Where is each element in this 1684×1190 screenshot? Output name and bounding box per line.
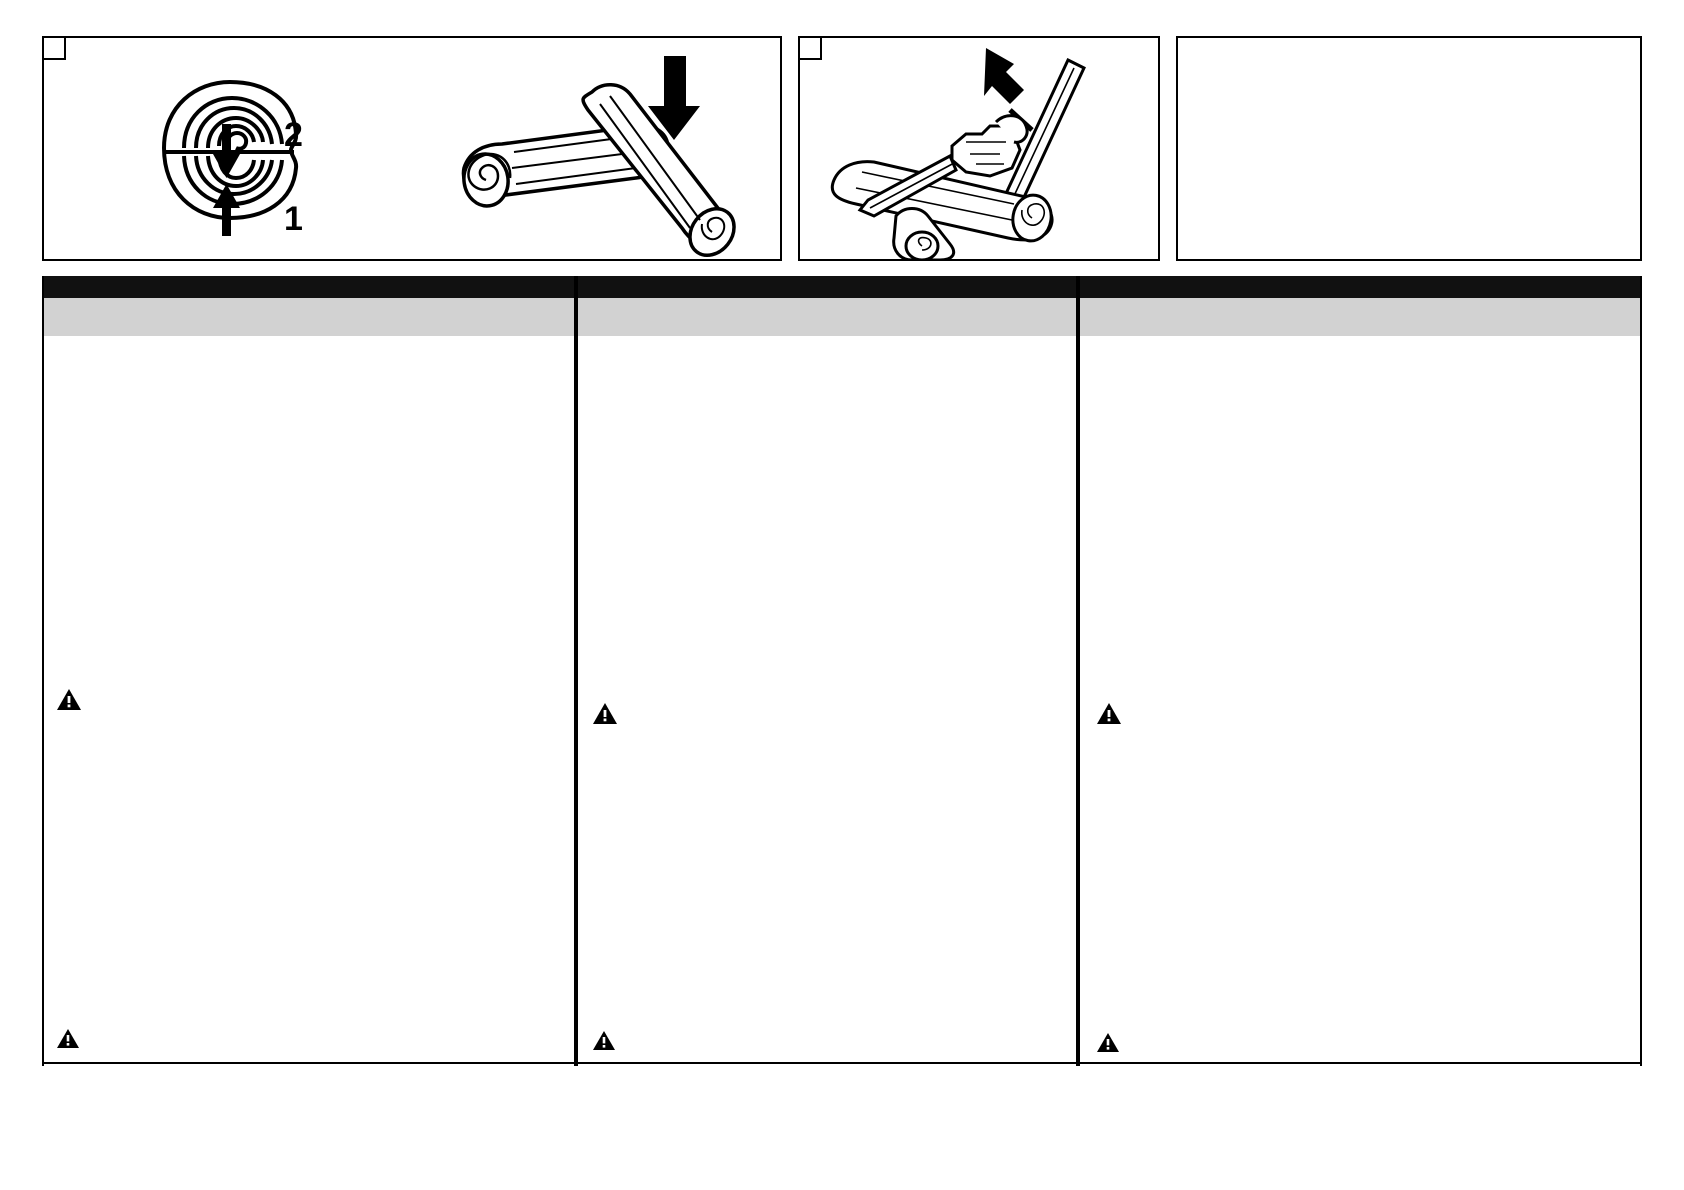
column-2-subtitle: [578, 298, 1076, 307]
figure-label-2: 2: [284, 116, 303, 154]
warning-triangle-icon: [1096, 702, 1122, 726]
warning-triangle-icon: [1096, 1032, 1122, 1056]
column-3-body: [1080, 336, 1640, 1064]
figure-row: [42, 36, 1642, 261]
column-3-subtitle: [1080, 298, 1640, 307]
column-1-title: [44, 276, 574, 280]
column-2-body: [578, 336, 1076, 1064]
figure-panel-b-content: [800, 38, 1158, 259]
figure-panel-c-content: [1178, 38, 1640, 259]
column-3-header-bar: [1080, 276, 1640, 298]
text-columns: [42, 276, 1642, 1066]
warning-triangle-icon: [592, 1030, 618, 1054]
column-1: [42, 276, 576, 1066]
warning-triangle-icon: [56, 1028, 82, 1052]
column-3-title: [1080, 276, 1640, 280]
column-2-header-bar: [578, 276, 1076, 298]
column-1-subheader-bar: [44, 298, 574, 336]
column-3-subheader-bar: [1080, 298, 1640, 336]
log-on-log-bucking-diagram: [424, 48, 764, 258]
column-2: [576, 276, 1078, 1066]
figure-panel-c: [1176, 36, 1642, 261]
chainsaw-limbing-diagram: [800, 38, 1158, 259]
figure-label-1: 1: [284, 200, 303, 238]
column-1-body: [44, 336, 574, 1064]
column-3: [1078, 276, 1642, 1066]
column-2-title: [578, 276, 1076, 280]
figure-panel-b: [798, 36, 1160, 261]
column-1-header-bar: [44, 276, 574, 298]
warning-triangle-icon: [592, 702, 618, 726]
column-1-subtitle: [44, 298, 574, 307]
figure-panel-a-content: [44, 38, 780, 259]
figure-panel-a: [42, 36, 782, 261]
column-2-subheader-bar: [578, 298, 1076, 336]
warning-triangle-icon: [56, 688, 82, 712]
